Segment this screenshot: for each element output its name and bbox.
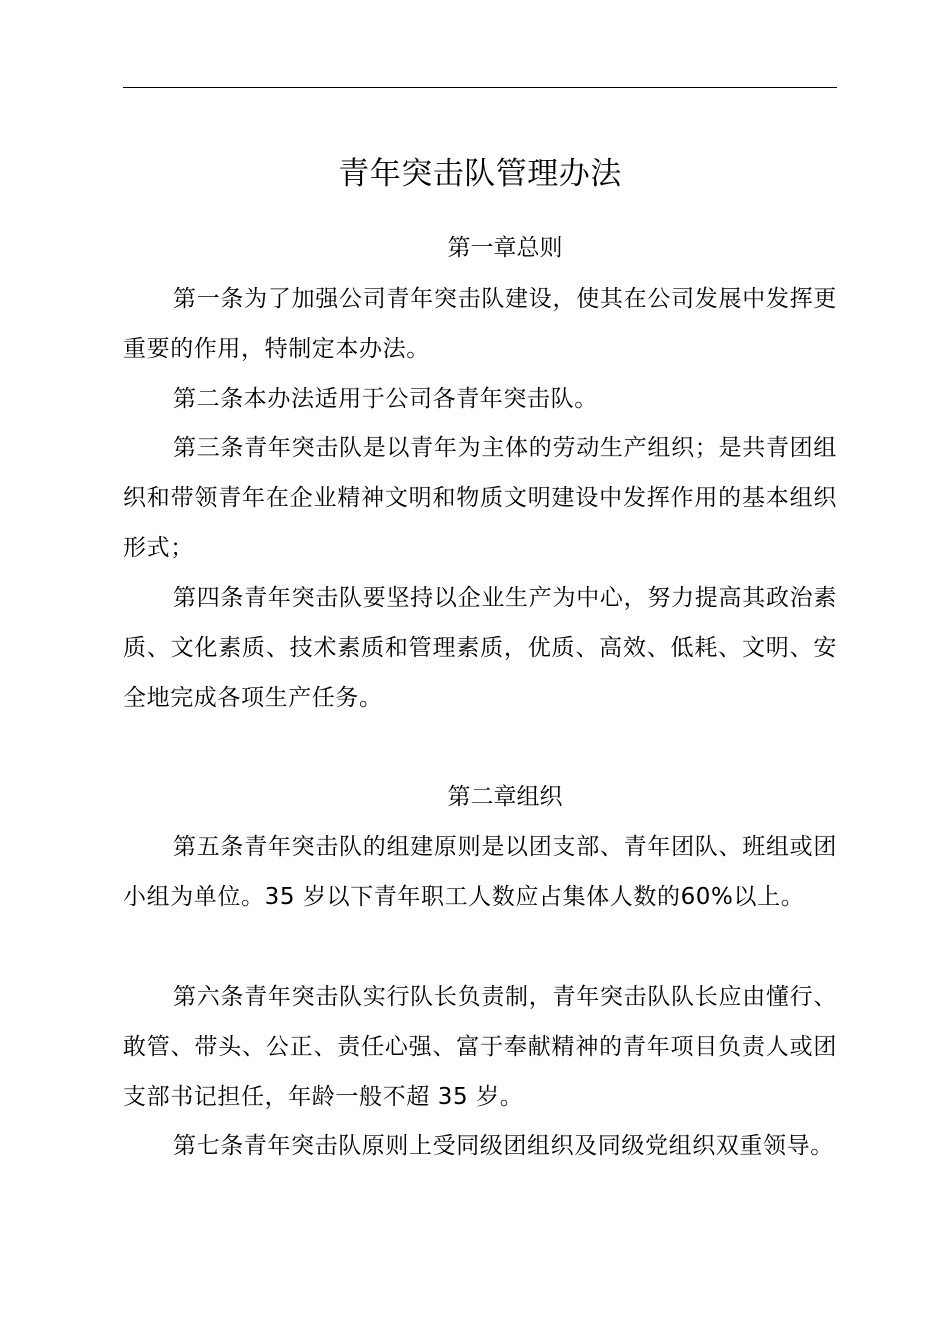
article-paragraph: 第七条青年突击队原则上受同级团组织及同级党组织双重领导。 xyxy=(173,1133,834,1159)
chapter-heading: 第二章组织 xyxy=(447,784,563,810)
article-paragraph: 第三条青年突击队是以青年为主体的劳动生产组织；是共青团组织和带领青年在企业精神文明和物质文明建设中发挥作用的基本组织形式； xyxy=(123,435,837,561)
header-rule xyxy=(123,87,837,88)
article-paragraph: 第六条青年突击队实行队长负责制，青年突击队队长应由懂行、敢管、带头、公正、责任心强、富于奉献精神的青年项目负责人或团支部书记担任，年龄一般不超 35 岁。 xyxy=(123,984,837,1110)
article-paragraph: 第一条为了加强公司青年突击队建设，使其在公司发展中发挥更重要的作用，特制定本办法。 xyxy=(123,286,837,362)
article-paragraph: 第四条青年突击队要坚持以企业生产为中心，努力提高其政治素质、文化素质、技术素质和管理素质，优质、高效、低耗、文明、安全地完成各项生产任务。 xyxy=(123,585,837,711)
chapter-heading: 第一章总则 xyxy=(447,235,563,261)
document-title: 青年突击队管理办法 xyxy=(338,156,622,192)
article-paragraph: 第五条青年突击队的组建原则是以团支部、青年团队、班组或团小组为单位。35 岁以下青年职工人数应占集体人数的60%以上。 xyxy=(123,834,837,910)
article-paragraph: 第二条本办法适用于公司各青年突击队。 xyxy=(173,386,598,412)
